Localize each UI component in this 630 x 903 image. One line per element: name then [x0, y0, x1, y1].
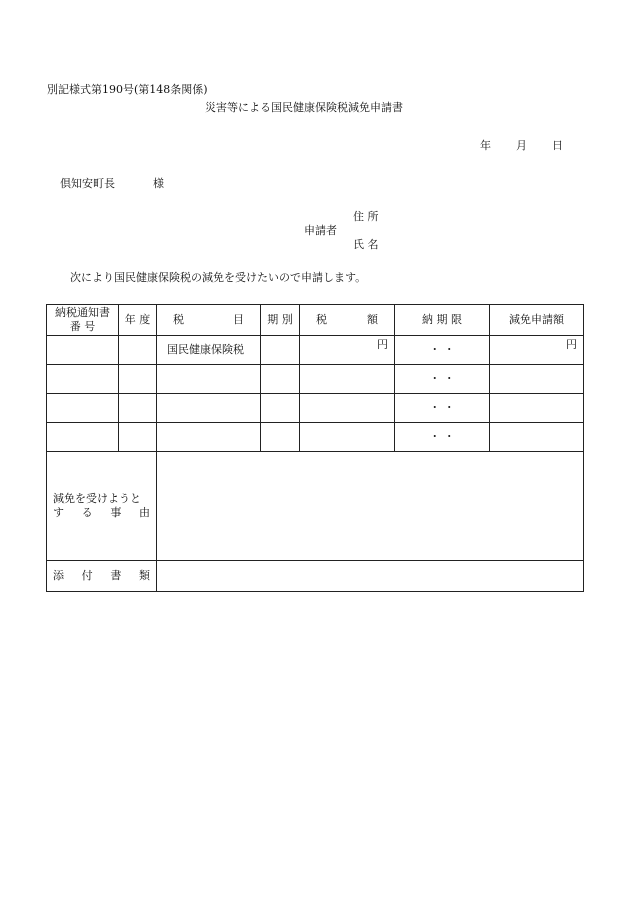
cell-tax-amount[interactable] — [300, 423, 395, 452]
header-tax-amount — [300, 305, 395, 336]
cell-due-date[interactable]: ・ ・ — [395, 365, 490, 394]
header-reduction-amount: 減免申請額 — [490, 305, 584, 336]
cell-due-date[interactable]: ・ ・ — [395, 394, 490, 423]
header-tax-amount-b: 額 — [367, 313, 378, 327]
header-due-date: 納 期 限 — [395, 305, 490, 336]
cell-period[interactable] — [261, 365, 300, 394]
cell-period[interactable] — [261, 336, 300, 365]
addressee-honorific: 様 — [153, 177, 164, 190]
cell-reduction-amount[interactable] — [490, 365, 584, 394]
header-tax-item-a: 税 — [173, 313, 184, 327]
reason-label-line1: 減免を受けようと — [53, 492, 141, 506]
reason-char: 由 — [138, 506, 150, 519]
addressee-name: 倶知安町長 — [60, 177, 115, 190]
intro-text: 次により国民健康保険税の減免を受けたいので申請します。 — [70, 271, 367, 284]
cell-notice-number[interactable] — [47, 423, 119, 452]
reason-char: 事 — [110, 506, 122, 519]
table-row — [47, 365, 584, 394]
attachments-char: 書 — [110, 569, 122, 583]
table-row — [47, 423, 584, 452]
name-label: 氏 名 — [353, 238, 379, 251]
header-period: 期 別 — [261, 305, 300, 336]
cell-period[interactable] — [261, 423, 300, 452]
date-year: 年 — [480, 139, 491, 152]
table-row — [47, 394, 584, 423]
header-tax-amount-a: 税 — [316, 313, 327, 327]
date-month: 月 — [516, 139, 527, 152]
reason-char: る — [81, 506, 93, 519]
cell-period[interactable] — [261, 394, 300, 423]
cell-due-date[interactable]: ・ ・ — [395, 423, 490, 452]
attachments-row — [47, 561, 584, 592]
header-year: 年 度 — [119, 305, 157, 336]
header-notice-line1: 納税通知書 — [55, 306, 110, 320]
header-notice-number — [47, 305, 119, 336]
header-tax-item — [157, 305, 261, 336]
cell-notice-number[interactable] — [47, 394, 119, 423]
date-line — [480, 137, 563, 153]
header-notice-line2: 番 号 — [69, 320, 96, 333]
cell-reduction-amount[interactable]: 円 — [490, 336, 584, 365]
table-header-row — [47, 305, 584, 336]
cell-tax-item[interactable] — [157, 423, 261, 452]
attachments-char: 付 — [81, 569, 93, 583]
cell-tax-item[interactable] — [157, 365, 261, 394]
cell-notice-number[interactable] — [47, 336, 119, 365]
cell-reduction-amount[interactable] — [490, 423, 584, 452]
cell-notice-number[interactable] — [47, 365, 119, 394]
cell-tax-amount[interactable]: 円 — [300, 336, 395, 365]
addressee — [60, 175, 164, 191]
cell-year[interactable] — [119, 423, 157, 452]
reason-field[interactable] — [157, 452, 584, 561]
tax-reduction-table — [46, 304, 584, 592]
header-tax-item-b: 目 — [233, 313, 244, 327]
attachments-char: 添 — [53, 569, 64, 583]
cell-tax-amount[interactable] — [300, 365, 395, 394]
document-title: 災害等による国民健康保険税減免申請書 — [205, 101, 403, 114]
reason-char: す — [53, 506, 64, 519]
cell-year[interactable] — [119, 394, 157, 423]
address-label: 住 所 — [353, 210, 379, 223]
cell-year[interactable] — [119, 336, 157, 365]
attachments-field[interactable] — [157, 561, 584, 592]
cell-year[interactable] — [119, 365, 157, 394]
cell-tax-item[interactable] — [157, 394, 261, 423]
table-row — [47, 336, 584, 365]
reason-label — [47, 452, 157, 561]
attachments-label — [47, 561, 157, 592]
cell-due-date[interactable]: ・ ・ — [395, 336, 490, 365]
cell-reduction-amount[interactable] — [490, 394, 584, 423]
cell-tax-item[interactable]: 国民健康保険税 — [157, 336, 261, 365]
reason-label-line2 — [53, 506, 150, 520]
reason-row — [47, 452, 584, 561]
applicant-label: 申請者 — [304, 224, 337, 237]
date-day: 日 — [552, 139, 563, 152]
attachments-char: 類 — [138, 569, 150, 583]
form-number: 別記様式第190号(第148条関係) — [47, 83, 208, 96]
cell-tax-amount[interactable] — [300, 394, 395, 423]
